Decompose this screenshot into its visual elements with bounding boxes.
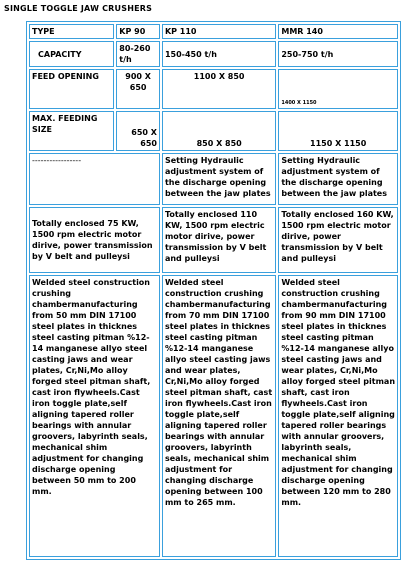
row-label-type: TYPE <box>29 24 114 39</box>
cell-motor-kp90: Totally enclosed 75 KW, 1500 rpm electric motor dirive, power transmission by V belt and pulleysi <box>29 207 160 273</box>
row-label-feed-opening: FEED OPENING <box>29 69 114 109</box>
table-row <box>29 24 398 39</box>
cell-maxfeed-mmr140: 1150 X 1150 <box>278 111 398 151</box>
cell-motor-kp110: Totally enclosed 110 KW, 1500 rpm electric motor dirive, power transmission by V belt and pulleysi <box>162 207 276 273</box>
cell-capacity-mmr140: 250-750 t/h <box>278 41 398 67</box>
specs-table <box>26 21 401 560</box>
table-row <box>29 69 398 109</box>
cell-feed-kp90: 900 X 650 <box>116 69 160 109</box>
table-row <box>29 111 398 151</box>
cell-construction-kp110: Welded steel construction crushing chambermanufacturing from 70 mm DIN 17100 steel plates in thicknes steel casting pitman %12-14 manganese allyo steel casting jaws and wear plates, Cr,Ni,Mo alloy forged steel pitman shaft, cast iron flywheels.Cast iron toggle plate,self aligning tapered roller bearings with annular groovers, labyrinth seals, mechanical shim adjustment for changing discharge opening between 100 mm to 265 mm. <box>162 275 276 557</box>
cell-construction-kp90: Welded steel construction crushing chambermanufacturing from 50 mm DIN 17100 steel plates in thicknes steel casting pitman %12-14 manganese allyo steel casting jaws and wear plates, Cr,Ni,Mo alloy forged steel pitman shaft, cast iron flywheels.Cast iron toggle plate,self aligning tapered roller bearings with annular groovers, labyrinth seals, mechanical shim adjustment for changing discharge opening between 50 mm to 200 mm. <box>29 275 160 557</box>
table-row <box>29 207 398 273</box>
cell-capacity-kp110: 150-450 t/h <box>162 41 276 67</box>
row-label-max-feeding-size: MAX. FEEDING SIZE <box>29 111 114 151</box>
cell-type-kp90: KP 90 <box>116 24 160 39</box>
row-label-capacity: CAPACITY <box>29 41 114 67</box>
cell-maxfeed-kp110: 850 X 850 <box>162 111 276 151</box>
cell-feed-mmr140: 1400 X 1150 <box>278 69 398 109</box>
table-row <box>29 275 398 557</box>
cell-capacity-kp90: 80-260 t/h <box>116 41 160 67</box>
cell-adjust-kp90: ----------------- <box>29 153 160 205</box>
cell-construction-mmr140: Welded steel construction crushing chambermanufacturing from 90 mm DIN 17100 steel plates in thicknes steel casting pitman %12-14 manganese allyo steel casting jaws and wear plates, Cr,Ni,Mo alloy forged steel pitman shaft, cast iron flywheels.Cast iron toggle plate,self aligning tapered roller bearings with annular groovers, labyrinth seals, mechanical shim adjustment for changing discharge opening between 120 mm to 280 mm. <box>278 275 398 557</box>
cell-adjust-mmr140: Setting Hydraulic adjustment system of the discharge opening between the jaw plates <box>278 153 398 205</box>
cell-feed-kp110: 1100 X 850 <box>162 69 276 109</box>
page-title: SINGLE TOGGLE JAW CRUSHERS <box>4 4 153 13</box>
cell-maxfeed-kp90: 650 X 650 <box>116 111 160 151</box>
table-row <box>29 41 398 67</box>
cell-type-kp110: KP 110 <box>162 24 276 39</box>
cell-adjust-kp110: Setting Hydraulic adjustment system of the discharge opening between the jaw plates <box>162 153 276 205</box>
cell-motor-mmr140: Totally enclosed 160 KW, 1500 rpm electric motor dirive, power transmission by V belt and pulleysi <box>278 207 398 273</box>
table-row <box>29 153 398 205</box>
cell-type-mmr140: MMR 140 <box>278 24 398 39</box>
